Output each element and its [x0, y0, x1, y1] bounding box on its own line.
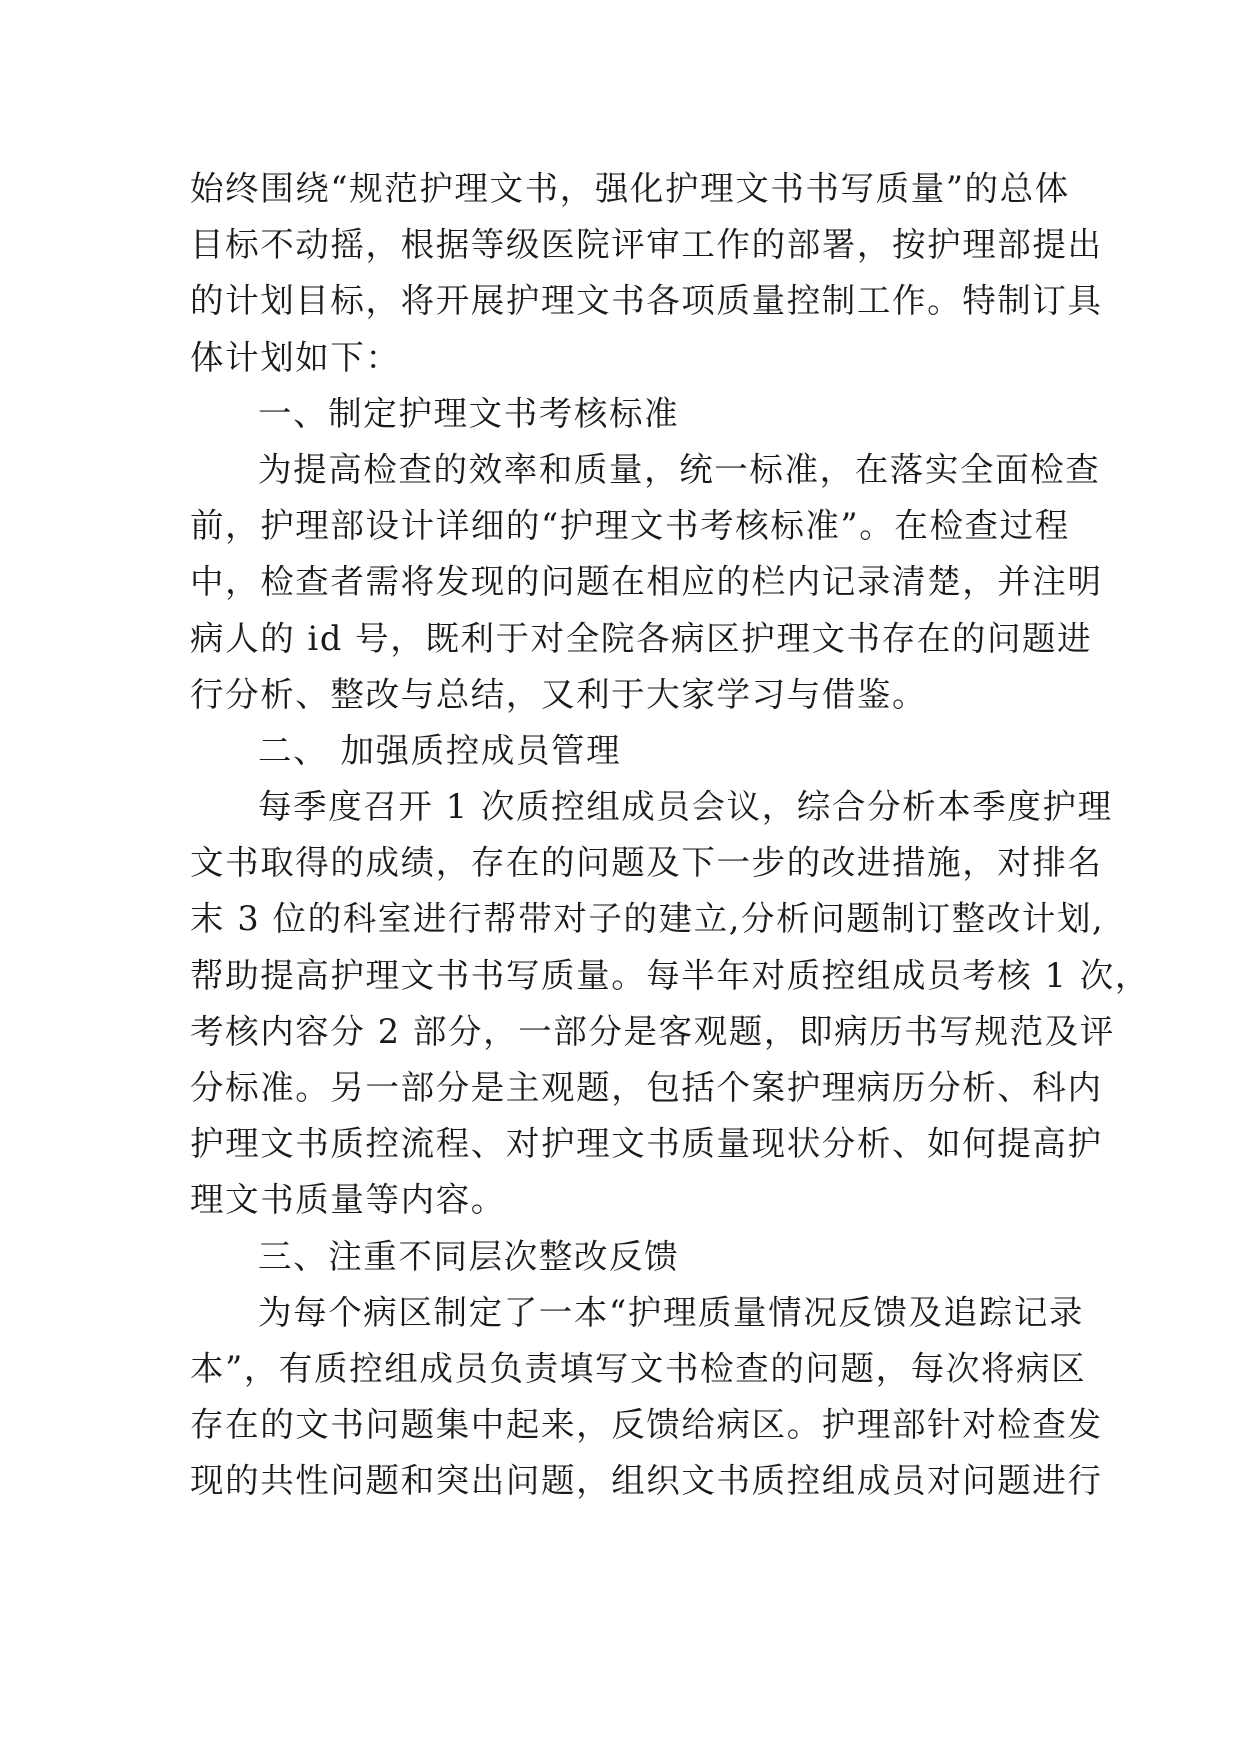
- body-line: 前，护理部设计详细的“护理文书考核标准”。在检查过程: [190, 506, 1070, 546]
- body-line: 中，检查者需将发现的问题在相应的栏内记录清楚，并注明: [190, 562, 1103, 602]
- body-line: 文书取得的成绩，存在的问题及下一步的改进措施，对排名: [190, 843, 1103, 883]
- body-line: 考核内容分 2 部分，一部分是客观题，即病历书写规范及评: [190, 1011, 1115, 1051]
- section-heading-3: 三、注重不同层次整改反馈: [258, 1236, 680, 1276]
- section-heading-2: 二、 加强质控成员管理: [258, 730, 622, 770]
- body-line: 目标不动摇，根据等级医院评审工作的部署，按护理部提出: [190, 225, 1103, 265]
- body-line: 病人的 id 号，既利于对全院各病区护理文书存在的问题进: [190, 618, 1093, 658]
- body-line: 始终围绕“规范护理文书，强化护理文书书写质量”的总体: [190, 169, 1070, 208]
- body-line: 行分析、整改与总结，又利于大家学习与借鉴。: [190, 674, 928, 714]
- body-line: 为提高检查的效率和质量，统一标准，在落实全面检查: [258, 449, 1101, 489]
- body-line: 的计划目标，将开展护理文书各项质量控制工作。特制订具: [190, 281, 1103, 321]
- body-line: 每季度召开 1 次质控组成员会议，综合分析本季度护理: [258, 787, 1113, 827]
- body-line: 理文书质量等内容。: [190, 1180, 506, 1220]
- body-line: 护理文书质控流程、对护理文书质量现状分析、如何提高护: [190, 1124, 1103, 1164]
- document-body: [190, 161, 1151, 1510]
- body-line: 体计划如下：: [190, 337, 401, 377]
- body-line: 为每个病区制定了一本“护理质量情况反馈及追踪记录: [258, 1292, 1085, 1332]
- body-line: 末 3 位的科室进行帮带对子的建立,分析问题制订整改计划,: [190, 899, 1105, 939]
- body-line: 存在的文书问题集中起来，反馈给病区。护理部针对检查发: [190, 1405, 1103, 1445]
- body-line: 分标准。另一部分是主观题，包括个案护理病历分析、科内: [190, 1068, 1103, 1107]
- body-line: 本”，有质控组成员负责填写文书检查的问题，每次将病区: [190, 1348, 1087, 1388]
- body-line: 现的共性问题和突出问题，组织文书质控组成员对问题进行: [190, 1461, 1103, 1501]
- body-line: 帮助提高护理文书书写质量。每半年对质控组成员考核 1 次，: [190, 955, 1151, 995]
- section-heading-1: 一、制定护理文书考核标准: [258, 393, 680, 433]
